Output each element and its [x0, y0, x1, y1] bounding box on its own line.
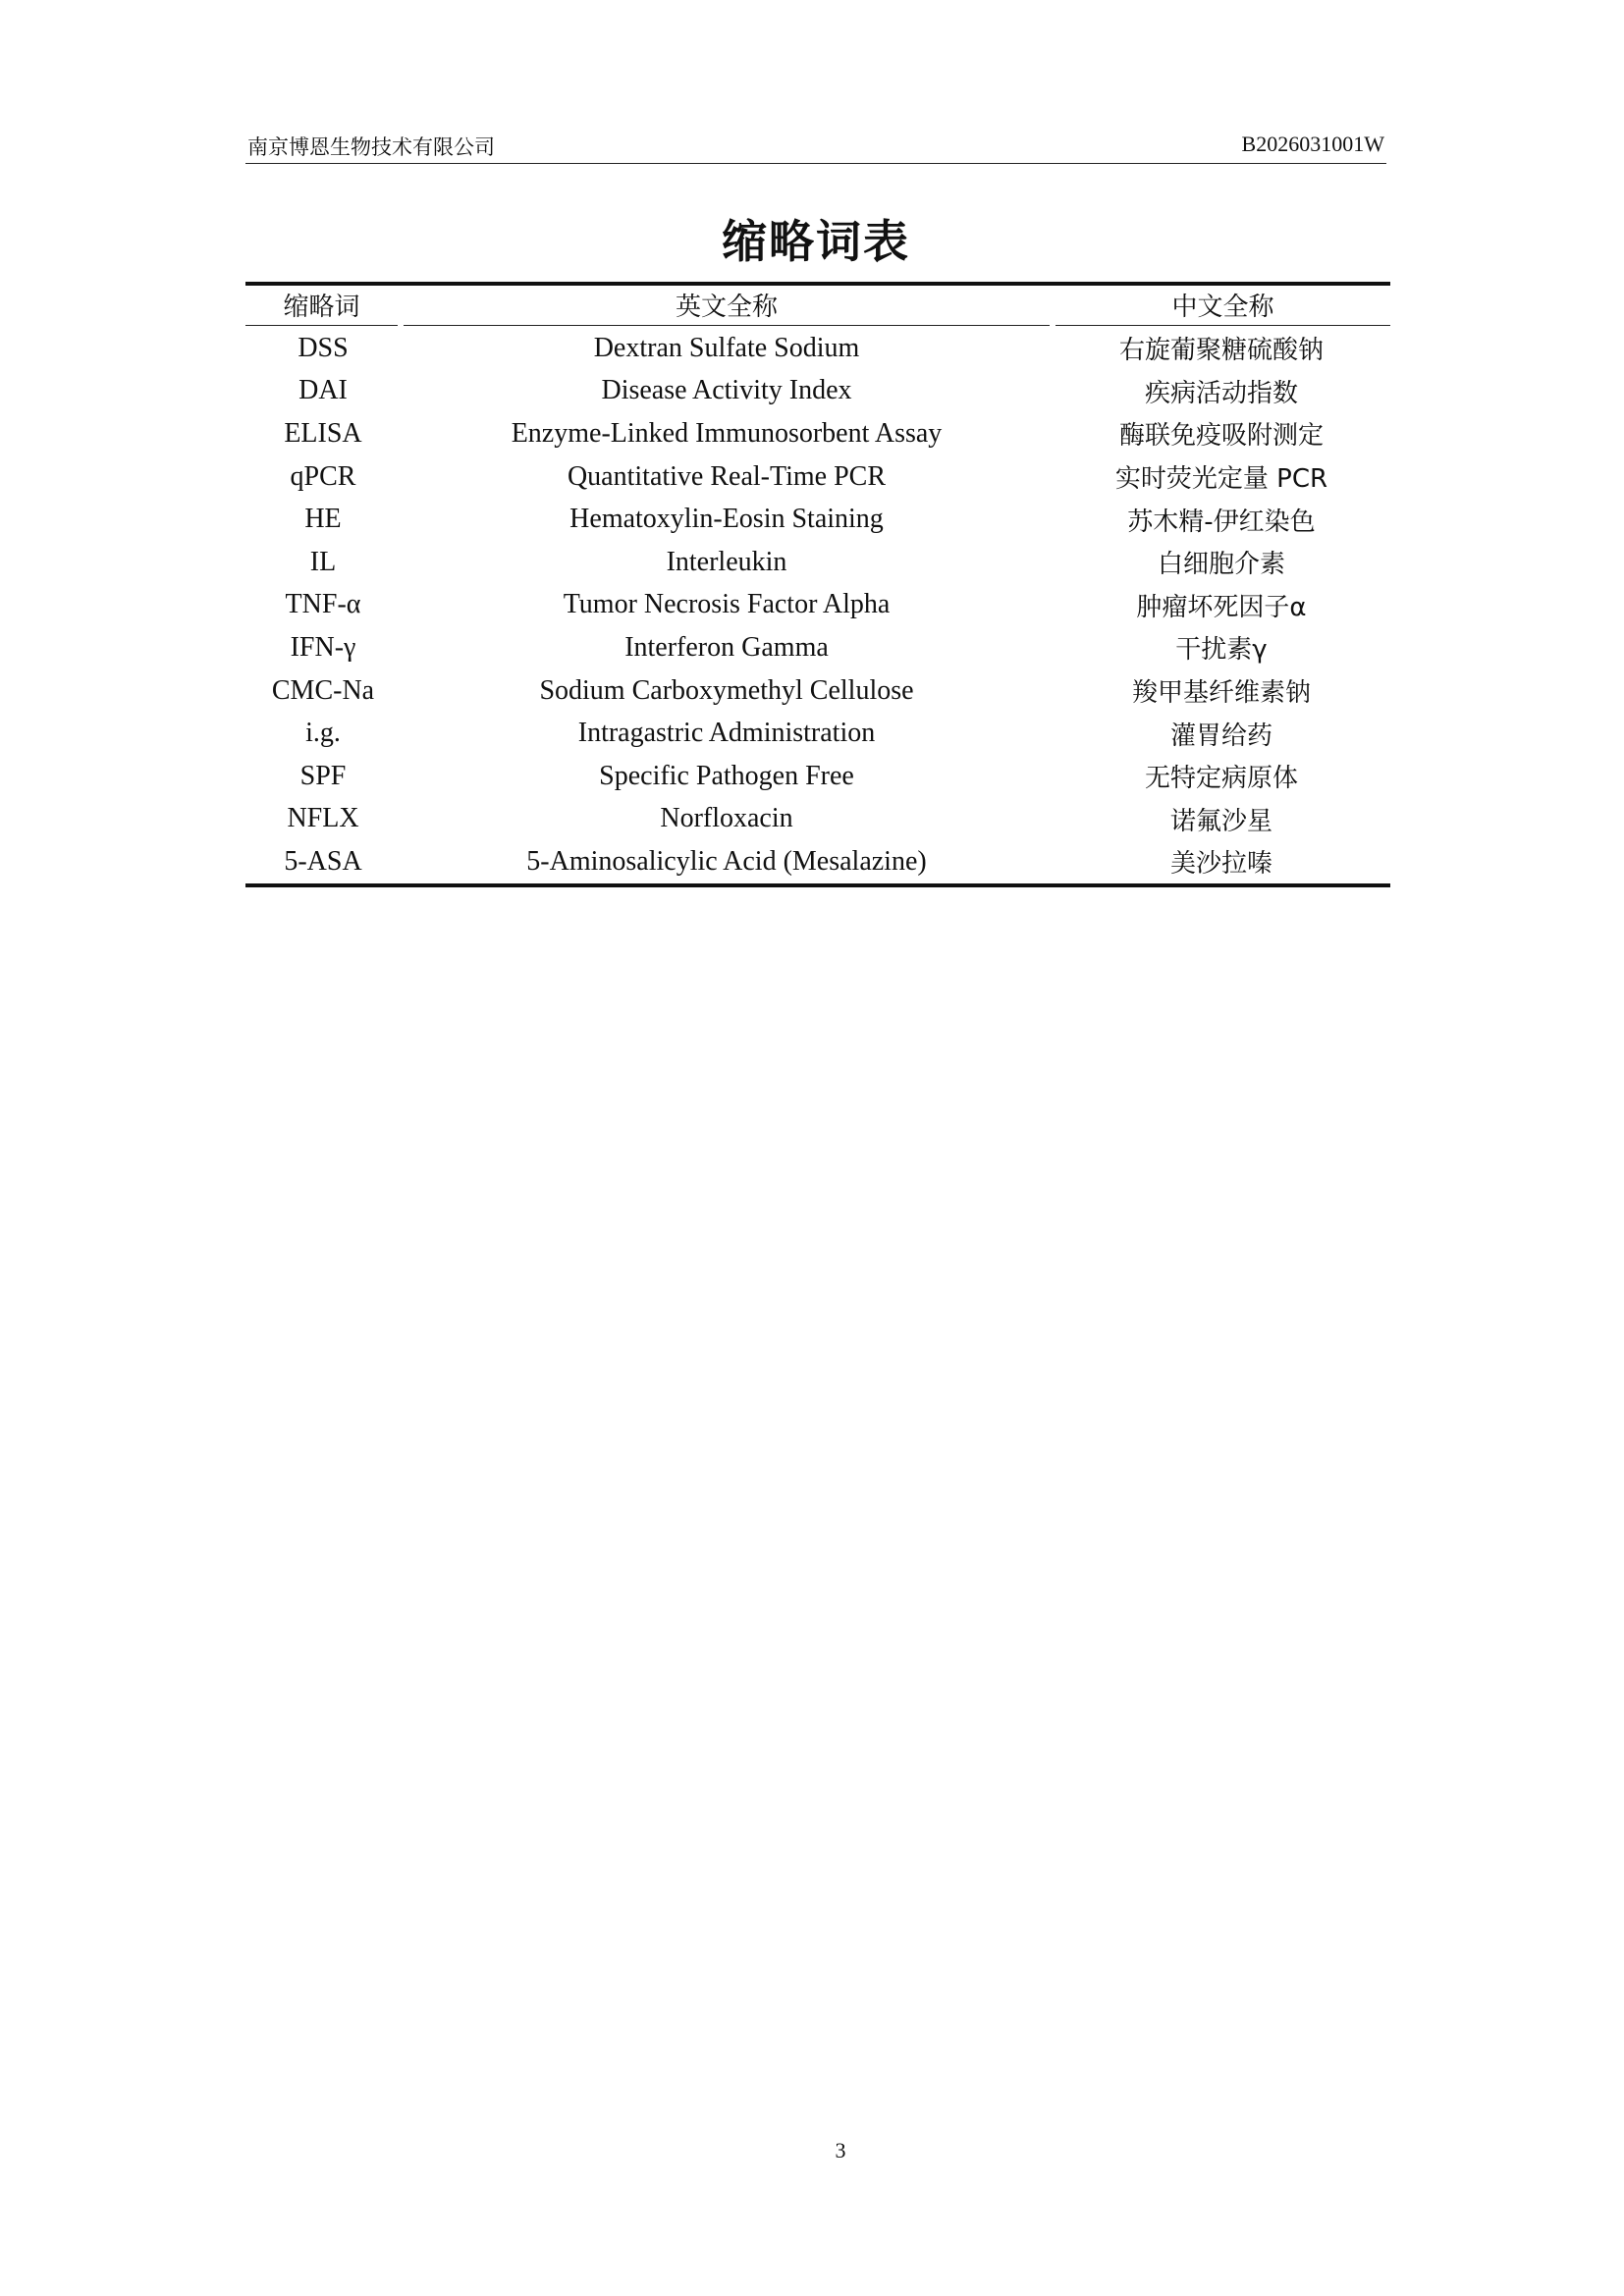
english-cell: 5-Aminosalicylic Acid (Mesalazine) — [526, 845, 927, 877]
table-row — [245, 584, 1390, 627]
table-row — [245, 541, 1390, 584]
chinese-cell: 白细胞介素 — [1157, 550, 1285, 580]
abbr-cell: IFN-γ — [290, 631, 356, 663]
english-cell: Interferon Gamma — [624, 631, 829, 663]
table-row — [245, 455, 1390, 499]
table-row — [245, 798, 1390, 841]
english-cell: Dextran Sulfate Sodium — [593, 332, 860, 363]
company-name: 南京博恩生物技术有限公司 — [247, 135, 495, 159]
english-cell: Hematoxylin-Eosin Staining — [569, 504, 884, 535]
english-cell: Sodium Carboxymethyl Cellulose — [539, 674, 914, 706]
english-cell: Tumor Necrosis Factor Alpha — [563, 589, 891, 620]
abbr-cell: HE — [304, 504, 342, 535]
english-cell: Specific Pathogen Free — [599, 760, 854, 791]
table-row — [245, 840, 1390, 885]
abbr-cell: NFLX — [287, 803, 359, 834]
chinese-cell: 无特定病原体 — [1144, 764, 1298, 794]
table-row — [245, 626, 1390, 669]
abbr-cell: TNF-α — [285, 589, 361, 620]
table-row — [245, 370, 1390, 413]
chinese-cell: 实时荧光定量 PCR — [1114, 464, 1328, 495]
chinese-cell: 美沙拉嗪 — [1169, 849, 1272, 880]
page-header — [245, 130, 1386, 164]
table-row — [245, 712, 1390, 755]
chinese-cell: 疾病活动指数 — [1144, 378, 1298, 408]
abbr-cell: SPF — [299, 760, 347, 791]
page-number: 3 — [835, 2138, 846, 2163]
chinese-cell: 酶联免疫吸附测定 — [1118, 421, 1324, 452]
abbr-cell: DSS — [298, 332, 349, 363]
abbreviation-table — [245, 282, 1390, 887]
chinese-cell: 苏木精-伊红染色 — [1127, 507, 1316, 537]
abbr-cell: ELISA — [284, 417, 362, 449]
column-header-english: 英文全称 — [401, 284, 1053, 327]
column-header-chinese: 中文全称 — [1053, 284, 1390, 327]
table-row — [245, 327, 1390, 370]
english-cell: Norfloxacin — [660, 803, 793, 834]
table-row — [245, 412, 1390, 455]
abbr-cell: IL — [309, 546, 337, 577]
english-cell: Enzyme-Linked Immunosorbent Assay — [511, 417, 943, 449]
page-title: 缩略词表 — [722, 215, 910, 268]
abbr-cell: CMC-Na — [271, 674, 375, 706]
table-row — [245, 755, 1390, 798]
document-id: B2026031001W — [1241, 132, 1384, 156]
column-header-abbr: 缩略词 — [245, 284, 401, 327]
chinese-cell: 羧甲基纤维素钠 — [1131, 678, 1311, 709]
chinese-cell: 右旋葡聚糖硫酸钠 — [1118, 336, 1324, 366]
table-row — [245, 669, 1390, 713]
abbr-cell: DAI — [298, 375, 348, 406]
abbr-cell: i.g. — [305, 718, 341, 749]
abbr-cell: 5-ASA — [284, 845, 362, 877]
chinese-cell: 诺氟沙星 — [1169, 806, 1272, 836]
chinese-cell: 肿瘤坏死因子α — [1136, 592, 1307, 622]
english-cell: Intragastric Administration — [577, 718, 876, 749]
chinese-cell: 灌胃给药 — [1169, 721, 1272, 751]
english-cell: Quantitative Real-Time PCR — [567, 460, 887, 492]
abbr-cell: qPCR — [290, 460, 356, 492]
table-row — [245, 498, 1390, 541]
chinese-cell: 干扰素γ — [1175, 635, 1268, 666]
table-header-row — [245, 284, 1390, 327]
english-cell: Interleukin — [666, 546, 787, 577]
english-cell: Disease Activity Index — [601, 375, 852, 406]
